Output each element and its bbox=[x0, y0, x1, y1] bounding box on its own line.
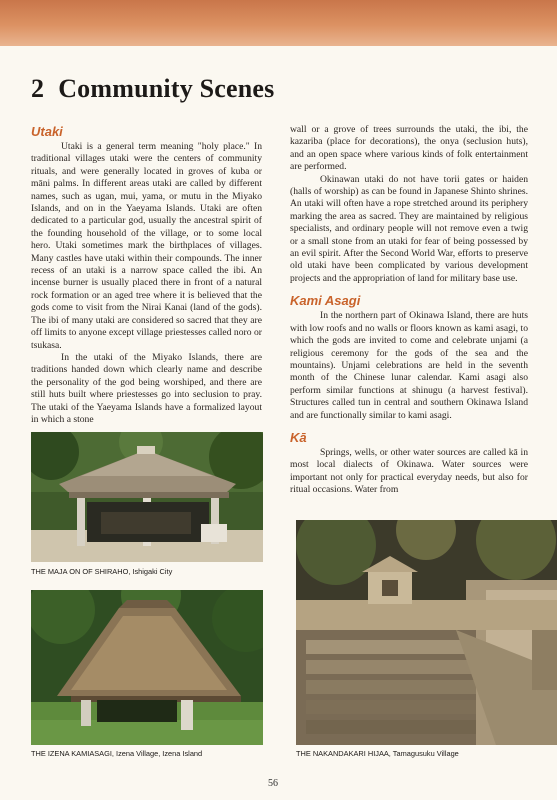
photo-nakandakari-hijaa bbox=[296, 520, 557, 745]
chapter-name: Community Scenes bbox=[58, 74, 275, 103]
utaki-paragraph-1: Utaki is a general term meaning "holy place." In traditional villages utaki were the centers of community rituals, and were generally located in groves of kuba or māni palms. In different areas utaki are called by different names, such as ugan, mui, yama, or mutu in the Miyako Islands, and on in the Yaeyama Islands. Utaki are often dedicated to a particular god, usually the ancestral spirit of the founding household of the village, or to some local hero. Utaki sometimes mark the birthplaces of villages. Many castles have utaki within their compounds. The inner recess of an utaki is a narrow space called the ibi. An incense burner is usually placed there in front of a natural rock formation or an aged tree where it is believed that the gods come to visit from the Nirai Kanai (land of the gods). The ibi of many utaki are considered so sacred that they are off limits to anyone except village priestesses called noro or tsukasa. bbox=[31, 141, 262, 351]
photo-maja-on bbox=[31, 432, 263, 562]
section-heading-ka: Kā bbox=[290, 429, 307, 445]
left-column bbox=[31, 124, 262, 426]
chapter-number: 2 bbox=[31, 74, 45, 103]
right-column bbox=[290, 124, 528, 497]
ka-paragraph: Springs, wells, or other water sources are called kā in most local dialects of Okinawa. Water sources were important not only for practical everyday needs, but also for ritual occasions. Water from bbox=[290, 446, 528, 496]
caption-nakandakari: THE NAKANDAKARI HIJAA, Tamagusuku Village bbox=[296, 749, 459, 758]
chapter-title bbox=[31, 74, 274, 104]
utaki-paragraph-2-continued: wall or a grove of trees surrounds the utaki, the ibi, the kazariba (place for decorations), the onya (seclusion huts), and an open space where various kinds of folk entertainment are performed. bbox=[290, 124, 528, 173]
utaki-paragraph-3: Okinawan utaki do not have torii gates or haiden (halls of worship) as can be found in Japanese Shinto shrines. An utaki will often have a rope stretched around its periphery marking the area as sacred. They are maintained by religious specialists, and ordinary people will not remove even a twig or a small stone from an utaki for fear of being possessed by an evil spirit. After the Second World War, efforts to preserve old utaki have been complicated by various development projects and the appropriation of land for military base use. bbox=[290, 173, 528, 284]
caption-izena: THE IZENA KAMIASAGI, Izena Village, Izena Island bbox=[31, 749, 203, 758]
section-heading-utaki: Utaki bbox=[31, 124, 63, 139]
utaki-paragraph-2: In the utaki of the Miyako Islands, there are traditions handed down which clearly name and describe the personality of the god being worshiped, and there are still huts built where priestesses go into seclusion to pray. The utaki of the Yaeyama Islands have a formalized layout in which a stone bbox=[31, 351, 262, 425]
photo-izena-kamiasagi bbox=[31, 590, 263, 745]
caption-maja: THE MAJA ON OF SHIRAHO, Ishigaki City bbox=[31, 567, 173, 576]
page-number: 56 bbox=[268, 778, 278, 789]
kami-asagi-paragraph: In the northern part of Okinawa Island, there are huts with low roofs and no walls or floors known as kami asagi, to which the gods are invited to come and celebrate unjami (a religious ceremony for the gods of the sea and the mountains). Unjami celebrations are held in the seventh month of the Chinese lunar calendar. Kami asagi also perform similar functions at shinugu (a harvest festival). Structures called tun in central and southern Okinawa Island and are functionally similar to kami asagi. bbox=[290, 310, 528, 421]
section-heading-kami-asagi: Kami Asagi bbox=[290, 293, 361, 309]
header-band bbox=[0, 0, 557, 46]
